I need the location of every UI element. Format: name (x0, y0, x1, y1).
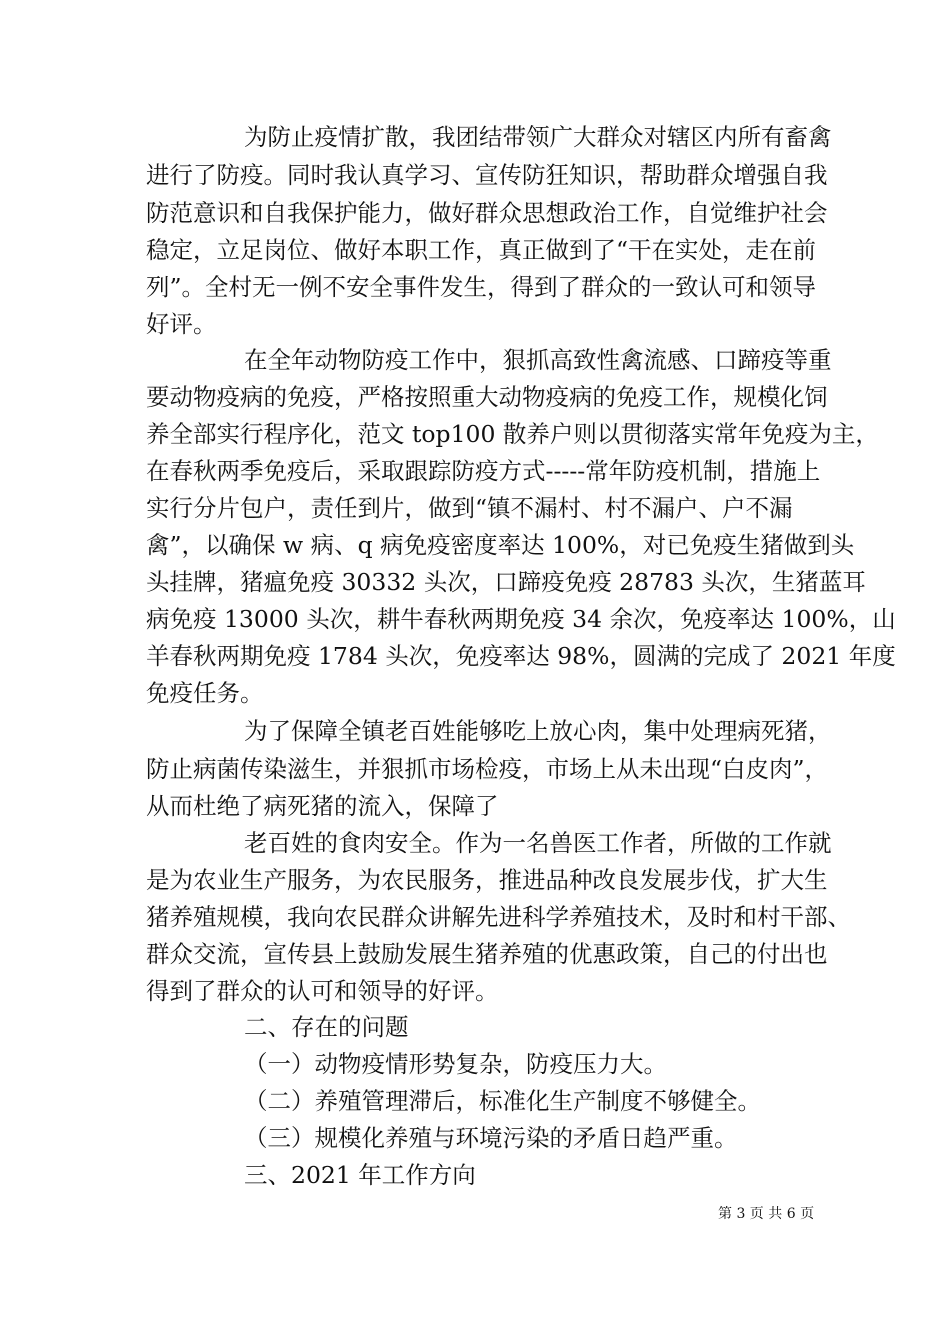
paragraph-line: 防止病菌传染滋生，并狠抓市场检疫，市场上从未出现“白皮肉”， (146, 755, 829, 783)
paragraph-line: 是为农业生产服务，为农民服务，推进品种改良发展步伐，扩大生 (146, 866, 828, 894)
paragraph-line: 群众交流，宣传县上鼓励发展生猪养殖的优惠政策，自己的付出也 (146, 940, 828, 968)
paragraph-line: 免疫任务。 (146, 679, 264, 707)
paragraph-line: 猪养殖规模，我向农民群众讲解先进科学养殖技术，及时和村干部、 (146, 903, 851, 931)
paragraph-line: 列”。全村无一例不安全事件发生，得到了群众的一致认可和领导 (146, 273, 817, 301)
paragraph-line: 进行了防疫。同时我认真学习、宣传防狂知识，帮助群众增强自我 (146, 161, 828, 189)
list-item: （二）养殖管理滞后，标准化生产制度不够健全。 (244, 1087, 761, 1115)
paragraph-line: 病免疫 13000 头次，耕牛春秋两期免疫 34 余次，免疫率达 100%，山 (146, 605, 896, 633)
paragraph-line: 在全年动物防疫工作中，狠抓高致性禽流感、口蹄疫等重 (244, 346, 832, 374)
paragraph-line: 为了保障全镇老百姓能够吃上放心肉，集中处理病死猪， (244, 717, 832, 745)
paragraph-line: 老百姓的食肉安全。作为一名兽医工作者，所做的工作就 (244, 829, 832, 857)
paragraph-line: 稳定，立足岗位、做好本职工作，真正做到了“干在实处，走在前 (146, 236, 817, 264)
section-heading: 三、2021 年工作方向 (244, 1161, 476, 1189)
paragraph-line: 养全部实行程序化，范文 top100 散养户则以贯彻落实常年免疫为主， (146, 420, 879, 448)
paragraph-line: 羊春秋两期免疫 1784 头次，免疫率达 98%，圆满的完成了 2021 年度 (146, 642, 896, 670)
paragraph-line: 得到了群众的认可和领导的好评。 (146, 977, 499, 1005)
paragraph-line: 防范意识和自我保护能力，做好群众思想政治工作，自觉维护社会 (146, 199, 828, 227)
paragraph-line: 为防止疫情扩散，我团结带领广大群众对辖区内所有畜禽 (244, 123, 832, 151)
paragraph-line: 在春秋两季免疫后，采取跟踪防疫方式-----常年防疫机制，措施上 (146, 457, 821, 485)
paragraph-line: 禽”，以确保 w 病、q 病免疫密度率达 100%，对已免疫生猪做到头 (146, 531, 855, 559)
paragraph-line: 从而杜绝了病死猪的流入，保障了 (146, 792, 499, 820)
paragraph-line: 头挂牌，猪瘟免疫 30332 头次，口蹄疫免疫 28783 头次，生猪蓝耳 (146, 568, 866, 596)
list-item: （一）动物疫情形势复杂，防疫压力大。 (244, 1050, 667, 1078)
paragraph-line: 要动物疫病的免疫，严格按照重大动物疫病的免疫工作，规模化饲 (146, 383, 828, 411)
paragraph-line: 好评。 (146, 310, 217, 338)
paragraph-line: 实行分片包户，责任到片，做到“镇不漏村、村不漏户、户不漏 (146, 494, 793, 522)
section-heading: 二、存在的问题 (244, 1013, 409, 1041)
list-item: （三）规模化养殖与环境污染的矛盾日趋严重。 (244, 1124, 738, 1152)
page-footer: 第 3 页 共 6 页 (718, 1206, 815, 1222)
